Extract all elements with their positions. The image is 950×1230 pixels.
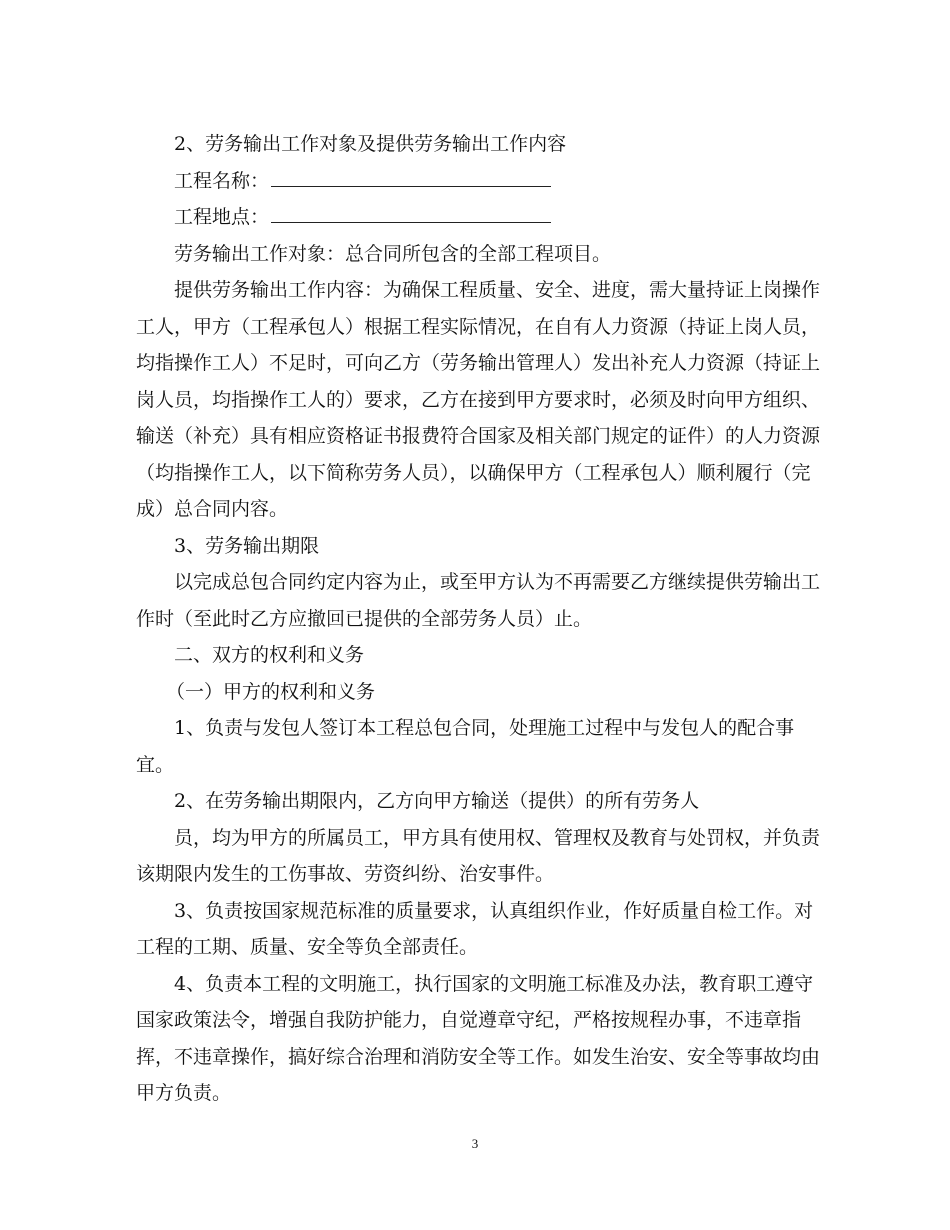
text-line: 输送（补充）具有相应资格证书报费符合国家及相关部门规定的证件）的人力资源 (136, 425, 821, 447)
text-line: 国家政策法令，增强自我防护能力，自觉遵章守纪，严格按规程办事，不违章指 (136, 1009, 802, 1031)
text-line: 宜。 (136, 753, 175, 776)
text-line: 1、负责与发包人签订本工程总包合同，处理施工过程中与发包人的配合事 (174, 717, 795, 739)
text-line: 该期限内发生的工伤事故、劳资纠纷、治安事件。 (136, 863, 555, 885)
text-line: 作时（至此时乙方应撤回已提供的全部劳务人员）止。 (136, 607, 593, 630)
text-line: 员，均为甲方的所属员工，甲方具有使用权、管理权及教育与处罚权，并负责 (174, 826, 821, 849)
text-line: 工程的工期、质量、安全等负全部责任。 (136, 936, 479, 958)
text-line: 3、劳务输出期限 (174, 534, 320, 557)
document-body (136, 126, 821, 1112)
text-line: （均指操作工人，以下简称劳务人员），以确保甲方（工程承包人）顺利履行（完 (136, 461, 811, 484)
text-line: 均指操作工人）不足时，可向乙方（劳务输出管理人）发出补充人力资源（持证上 (136, 352, 821, 374)
blank-underline (271, 170, 551, 187)
field-label: 工程地点： (174, 206, 270, 228)
field-label: 工程名称： (174, 169, 270, 192)
fill-in-field (136, 199, 816, 236)
blank-underline (271, 206, 551, 223)
text-line: 提供劳务输出工作内容：为确保工程质量、安全、进度，需大量持证上岗操作 (174, 279, 821, 301)
text-line: 甲方负责。 (136, 1082, 232, 1104)
text-line: 挥，不违章操作，搞好综合治理和消防安全等工作。如发生治安、安全等事故均由 (136, 1045, 821, 1068)
text-line: 岗人员，均指操作工人的）要求，乙方在接到甲方要求时，必须及时向甲方组织、 (136, 388, 821, 411)
text-line: 劳务输出工作对象：总合同所包含的全部工程项目。 (174, 242, 612, 265)
text-line: 二、双方的权利和义务 (174, 644, 365, 666)
text-line: 2、劳务输出工作对象及提供劳务输出工作内容 (174, 133, 567, 155)
text-line: 3、负责按国家规范标准的质量要求，认真组织作业，作好质量自检工作。对 (174, 899, 814, 922)
text-line: 2、在劳务输出期限内，乙方向甲方输送（提供）的所有劳务人 (174, 790, 700, 812)
text-line: 以完成总包合同约定内容为止，或至甲方认为不再需要乙方继续提供劳输出工 (174, 571, 821, 593)
text-line: （一）甲方的权利和义务 (166, 680, 376, 703)
text-line: 成）总合同内容。 (136, 498, 289, 520)
text-line: 4、负责本工程的文明施工，执行国家的文明施工标准及办法，教育职工遵守 (174, 972, 814, 995)
fill-in-field (136, 163, 816, 200)
text-line: 工人，甲方（工程承包人）根据工程实际情况，在自有人力资源（持证上岗人员， (136, 315, 821, 338)
page-number: 3 (471, 1136, 479, 1151)
